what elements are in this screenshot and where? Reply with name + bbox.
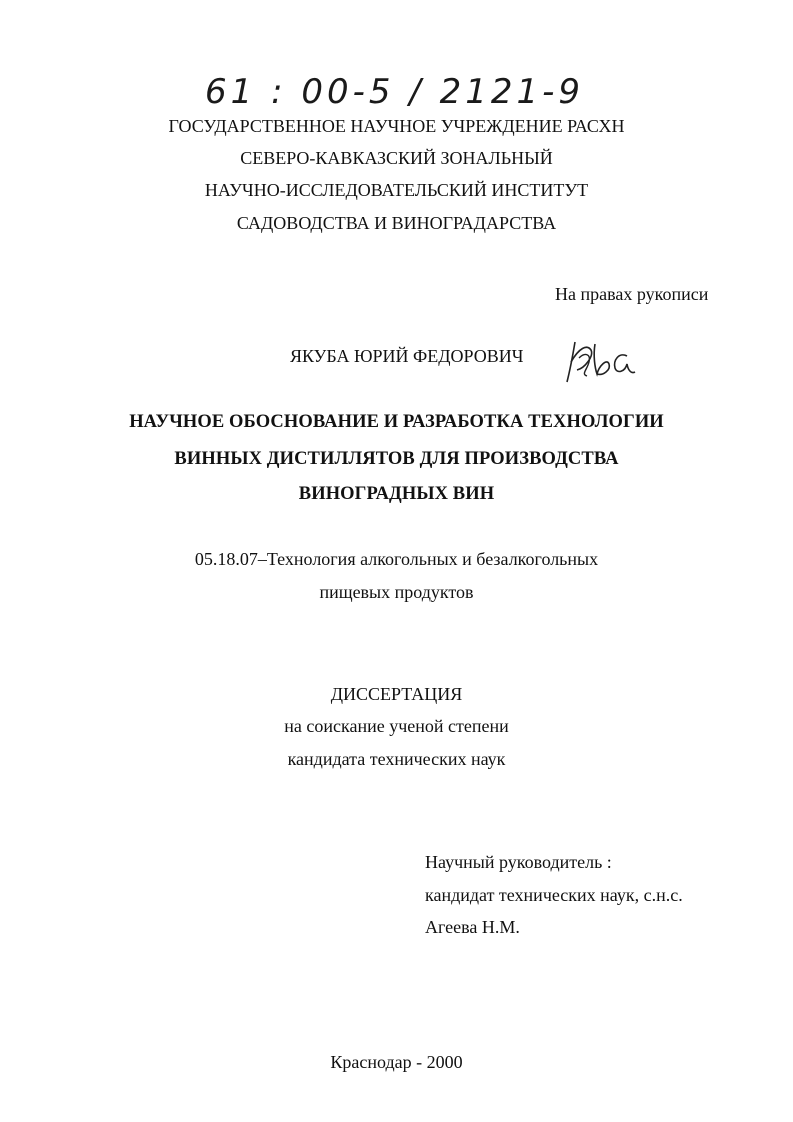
author-signature bbox=[565, 334, 640, 386]
institution-line-3: НАУЧНО-ИССЛЕДОВАТЕЛЬСКИЙ ИНСТИТУТ bbox=[204, 180, 589, 200]
manuscript-rights: На правах рукописи bbox=[555, 284, 709, 304]
degree-line-2: кандидата технических наук bbox=[287, 749, 506, 769]
specialty-line-1: 05.18.07–Технология алкогольных и безалкогольных bbox=[194, 549, 599, 569]
institution-line-4: САДОВОДСТВА И ВИНОГРАДАРСТВА bbox=[236, 213, 557, 233]
degree-line-1: на соискание ученой степени bbox=[284, 716, 509, 736]
institution-line-2: СЕВЕРО-КАВКАЗСКИЙ ЗОНАЛЬНЫЙ bbox=[240, 148, 553, 168]
author-name: ЯКУБА ЮРИЙ ФЕДОРОВИЧ bbox=[290, 346, 524, 366]
city-year: Краснодар - 2000 bbox=[330, 1052, 463, 1072]
archive-code-handwritten bbox=[205, 72, 584, 114]
institution-line-1: ГОСУДАРСТВЕННОЕ НАУЧНОЕ УЧРЕЖДЕНИЕ РАСХН bbox=[168, 116, 625, 136]
supervisor-name: Агеева Н.М. bbox=[425, 917, 520, 937]
supervisor-label: Научный руководитель : bbox=[425, 852, 612, 872]
title-line-3: ВИНОГРАДНЫХ ВИН bbox=[298, 484, 495, 504]
archive-code-text: 61 : 00-5 / 2121-9 bbox=[205, 72, 584, 112]
dissertation-label: ДИССЕРТАЦИЯ bbox=[330, 684, 463, 704]
title-line-2: ВИННЫХ ДИСТИЛЛЯТОВ ДЛЯ ПРОИЗВОДСТВА bbox=[174, 449, 619, 469]
specialty-line-2: пищевых продуктов bbox=[319, 582, 474, 602]
title-line-1: НАУЧНОЕ ОБОСНОВАНИЕ И РАЗРАБОТКА ТЕХНОЛОГИИ bbox=[129, 412, 664, 432]
supervisor-degree: кандидат технических наук, с.н.с. bbox=[425, 885, 683, 905]
